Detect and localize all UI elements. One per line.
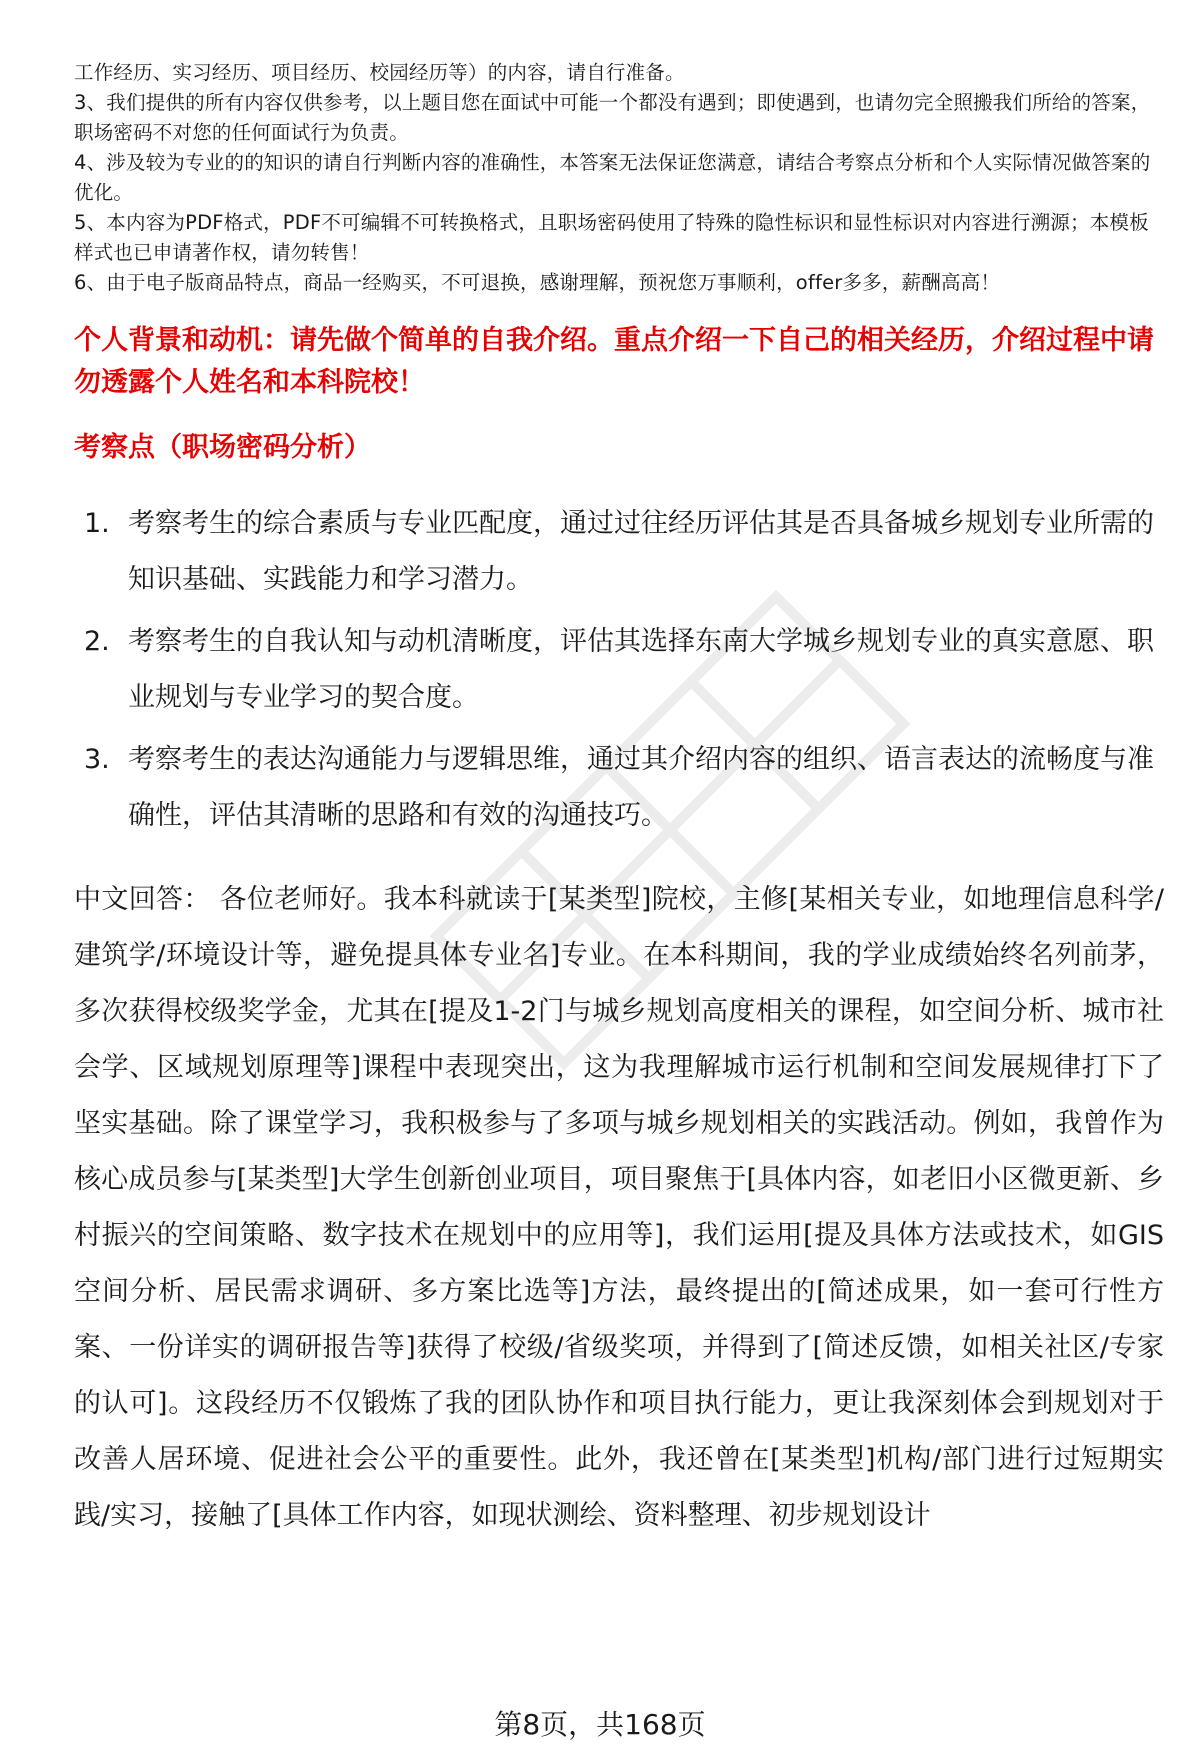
answer-paragraph: 中文回答： 各位老师好。我本科就读于[某类型]院校，主修[某相关专业，如地理信息科学/建筑学/环境设计等，避免提具体专业名]专业。在本科期间，我的学业成绩始终名列前茅，多次获得校级奖学金，尤其在[提及1-2门与城乡规划高度相关的课程，如空间分析、城市社会学、区域规划原理等]课程中表现突出，这为我理解城市运行机制和空间发展规律打下了坚实基础。除了课堂学习，我积极参与了多项与城乡规划相关的实践活动。例如，我曾作为核心成员参与[某类型]大学生创新创业项目，项目聚焦于[具体内容，如老旧小区微更新、乡村振兴的空间策略、数字技术在规划中的应用等]，我们运用[提及具体方法或技术，如GIS空间分析、居民需求调研、多方案比选等]方法，最终提出的[简述成果，如一套可行性方案、一份详实的调研报告等]获得了校级/省级奖项，并得到了[简述反馈，如相关社区/专家的认可]。这段经历不仅锻炼了我的团队协作和项目执行能力，更让我深刻体会到规划对于改善人居环境、促进社会公平的重要性。此外，我还曾在[某类型]机构/部门进行过短期实践/实习，接触了[具体工作内容，如现状测绘、资料整理、初步规划设计: [74, 884, 1164, 1531]
list-item: [74, 614, 1164, 726]
note-line: 3、我们提供的所有内容仅供参考，以上题目您在面试中可能一个都没有遇到；即使遇到，也请勿完全照搬我们所给的答案，职场密码不对您的任何面试行为负责。: [74, 91, 1151, 144]
list-item: [74, 732, 1164, 844]
analysis-heading: 考察点（职场密码分析）: [74, 432, 371, 463]
note-line: 4、涉及较为专业的的知识的请自行判断内容的准确性，本答案无法保证您满意，请结合考察点分析和个人实际情况做答案的优化。: [74, 151, 1151, 204]
disclaimer-notes: [74, 58, 1164, 298]
list-text: 考察考生的自我认知与动机清晰度，评估其选择东南大学城乡规划专业的真实意愿、职业规划与专业学习的契合度。: [128, 626, 1154, 713]
question-heading: 个人背景和动机：请先做个简单的自我介绍。重点介绍一下自己的相关经历，介绍过程中请勿透露个人姓名和本科院校！: [74, 325, 1154, 398]
page-number: 第8页，共168页: [494, 1708, 706, 1741]
note-line: 5、本内容为PDF格式，PDF不可编辑不可转换格式，且职场密码使用了特殊的隐性标识和显性标识对内容进行溯源；本模板样式也已申请著作权，请勿转售！: [74, 211, 1149, 264]
list-text: 考察考生的表达沟通能力与逻辑思维，通过其介绍内容的组织、语言表达的流畅度与准确性，评估其清晰的思路和有效的沟通技巧。: [128, 744, 1154, 831]
list-number: 1.: [84, 508, 110, 539]
list-number: 2.: [84, 626, 110, 657]
analysis-points: [74, 496, 1164, 844]
list-text: 考察考生的综合素质与专业匹配度，通过过往经历评估其是否具备城乡规划专业所需的知识基础、实践能力和学习潜力。: [128, 508, 1154, 595]
note-line: 6、由于电子版商品特点，商品一经购买，不可退换，感谢理解，预祝您万事顺利，offer多多，薪酬高高！: [74, 271, 1001, 294]
note-line: 工作经历、实习经历、项目经历、校园经历等）的内容，请自行准备。: [74, 61, 685, 84]
list-number: 3.: [84, 744, 110, 775]
document-page: [74, 58, 1164, 1544]
list-item: [74, 496, 1164, 608]
